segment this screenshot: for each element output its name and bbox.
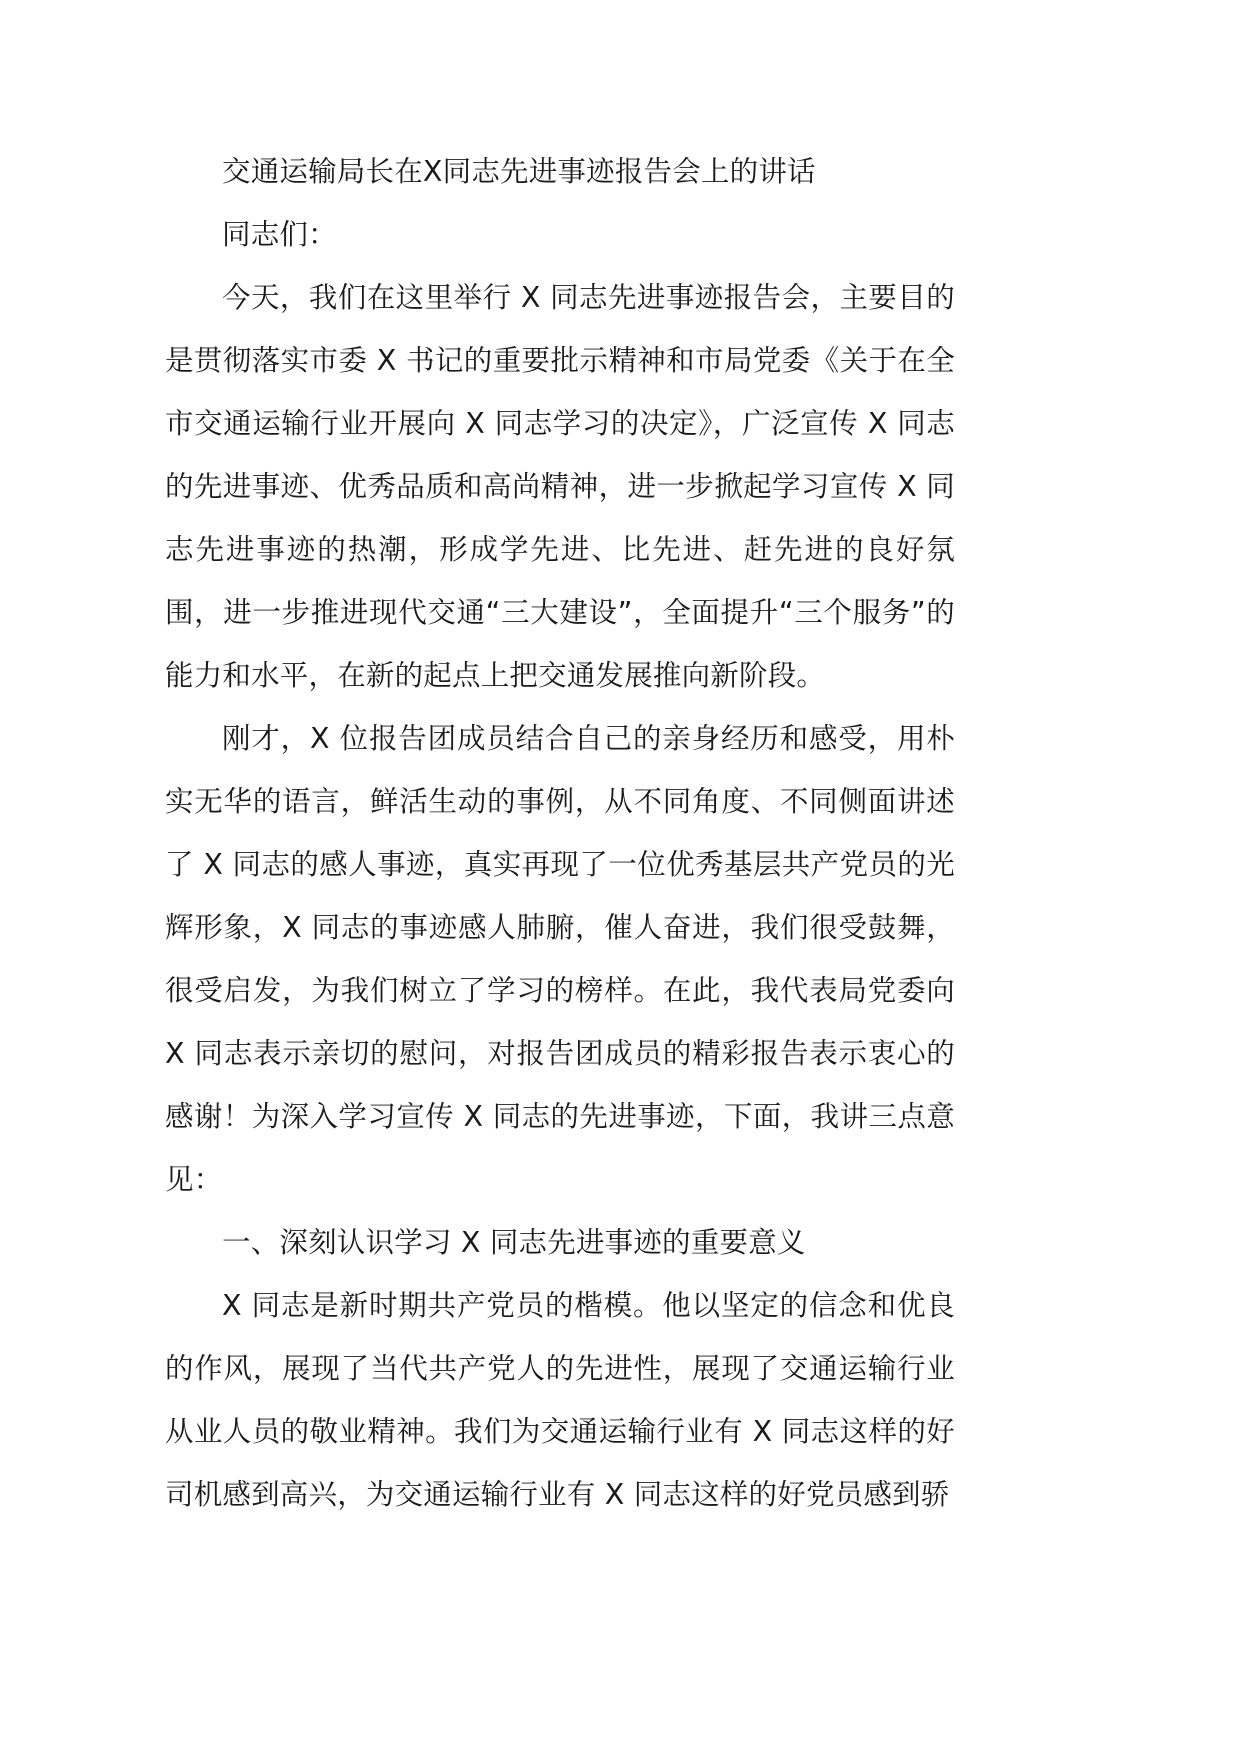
- document-title: 交通运输局长在X同志先进事迹报告会上的讲话: [222, 155, 816, 188]
- section-heading-1: 一、深刻认识学习 X 同志先进事迹的重要意义: [222, 1226, 806, 1259]
- document-body: [165, 140, 955, 1526]
- paragraph-1: 今天，我们在这里举行 X 同志先进事迹报告会，主要目的是贯彻落实市委 X 书记的重要批示精神和市局党委《关于在全市交通运输行业开展向 X 同志学习的决定》，广泛宣传 X 同志的先进事迹、优秀品质和高尚精神，进一步掀起学习宣传 X 同志先进事迹的热潮，形成学先进、比先进、赶先进的良好氛围，进一步推进现代交通“三大建设”，全面提升“三个服务”的能力和水平，在新的起点上把交通发展推向新阶段。: [165, 281, 955, 692]
- paragraph-3: X 同志是新时期共产党员的楷模。他以坚定的信念和优良的作风，展现了当代共产党人的先进性，展现了交通运输行业从业人员的敬业精神。我们为交通运输行业有 X 同志这样的好司机感到高兴，为交通运输行业有 X 同志这样的好党员感到骄: [165, 1289, 955, 1511]
- salutation: 同志们：: [222, 218, 337, 251]
- paragraph-2: 刚才，X 位报告团成员结合自己的亲身经历和感受，用朴实无华的语言，鲜活生动的事例，从不同角度、不同侧面讲述了 X 同志的感人事迹，真实再现了一位优秀基层共产党员的光辉形象，X 同志的事迹感人肺腑，催人奋进，我们很受鼓舞，很受启发，为我们树立了学习的榜样。在此，我代表局党委向 X 同志表示亲切的慰问，对报告团成员的精彩报告表示衷心的感谢！为深入学习宣传 X 同志的先进事迹，下面，我讲三点意见：: [165, 722, 955, 1196]
